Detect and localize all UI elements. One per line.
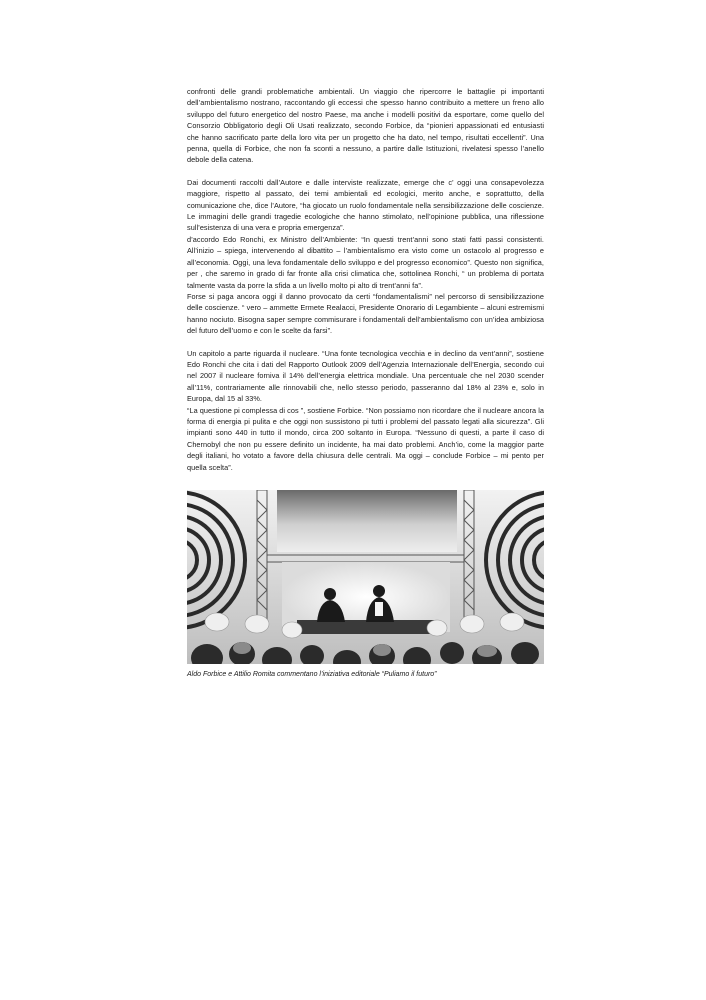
paragraph-4: Forse si paga ancora oggi il danno provocato da certi “fondamentalismi” nel percorso di sensibilizzazione delle coscienze. “ vero – ammette Ermete Realacci, Presidente Onorario di Legambiente – alcuni estremismi hanno nociuto. Bisogna saper sempre commisurare i fondamentali dell’ambientalismo con un’idea ambiziosa del futuro dell’uomo e con le scelte da farsi”.	[187, 291, 544, 336]
paragraph-5: Un capitolo a parte riguarda il nucleare. “Una fonte tecnologica vecchia e in declino da vent’anni”, sostiene Edo Ronchi che cita i dati del Rapporto Outlook 2009 dell’Agenzia Internazionale dell’Energia, secondo cui nel 2007 il nucleare forniva il 14% dell’energia elettrica mondiale. Una percentuale che nel 2030 scender all’11%, contrariamente alle rinnovabili che, nello stesso periodo, passeranno dal 18% al 23% e, solo in Europa, dal 15 al 33%.	[187, 348, 544, 404]
paragraph-1: confronti delle grandi problematiche ambientali. Un viaggio che ripercorre le battaglie pi importanti dell’ambientalismo nostrano, raccontando gli eccessi che spesso hanno contribuito a mettere un freno allo sviluppo del futuro energetico del nostro Paese, ma anche i modelli positivi da esportare, come quello del Consorzio Obbligatorio degli Oli Usati realizzato, secondo Forbice, da “pionieri appassionati ed entusiasti che hanno sacrificato parte della loro vita per un progetto che ha dato, nel tempo, risultati eccellenti”. Una penna, quella di Forbice, che non fa sconti a nessuno, a partire dalle Istituzioni, rivelatesi spesso l’anello debole della catena.	[187, 87, 544, 165]
document-page	[187, 86, 544, 680]
photo-caption: Aldo Forbice e Attilio Romita commentano l’iniziativa editoriale “Puliamo il futuro”	[187, 671, 437, 678]
paragraph-2: Dai documenti raccolti dall’Autore e dalle interviste realizzate, emerge che c’ oggi una consapevolezza maggiore, rispetto al passato, dei temi ambientali ed ecologici, merito anche, e soprattutto, della comunicazione che, dice l’Autore, “ha giocato un ruolo fondamentale nella sensibilizzazione delle coscienze. Le immagini delle grandi tragedie ecologiche che hanno stimolato, nell’opinione pubblica, una riflessione sull’esistenza di una vera e propria emergenza”.	[187, 177, 544, 233]
paragraph-6: “La questione pi complessa di cos ”, sostiene Forbice. “Non possiamo non ricordare che il nucleare ancora la forma di energia pi pulita e che oggi non sussistono pi tutti i problemi del passato legati alla sicurezza”. Gli impianti sono 440 in tutto il mondo, circa 200 soltanto in Europa. “Nessuno di questi, a parte il caso di Chernobyl che non pu essere definito un incidente, ha mai dato problemi. Anch’io, come la maggior parte degli italiani, ho votato a favore della chiusura delle centrali. Ma oggi – conclude Forbice – mi pento per quella scelta”.	[187, 405, 544, 472]
paragraph-3: d’accordo Edo Ronchi, ex Ministro dell’Ambiente: “In questi trent’anni sono stati fatti passi consistenti. All’inizio – spiega, intervenendo al dibattito – l’ambientalismo era visto come un ostacolo al progresso e all’economia. Oggi, una leva fondamentale dello sviluppo e del progresso economico”. Questo non significa, per , che saremo in grado di far fronte alla crisi climatica che, sottolinea Ronchi, “ un problema di portata talmente vasta da porre la sfida a un livello molto pi alto di trent’anni fa”.	[187, 234, 544, 290]
event-photo	[187, 490, 544, 664]
